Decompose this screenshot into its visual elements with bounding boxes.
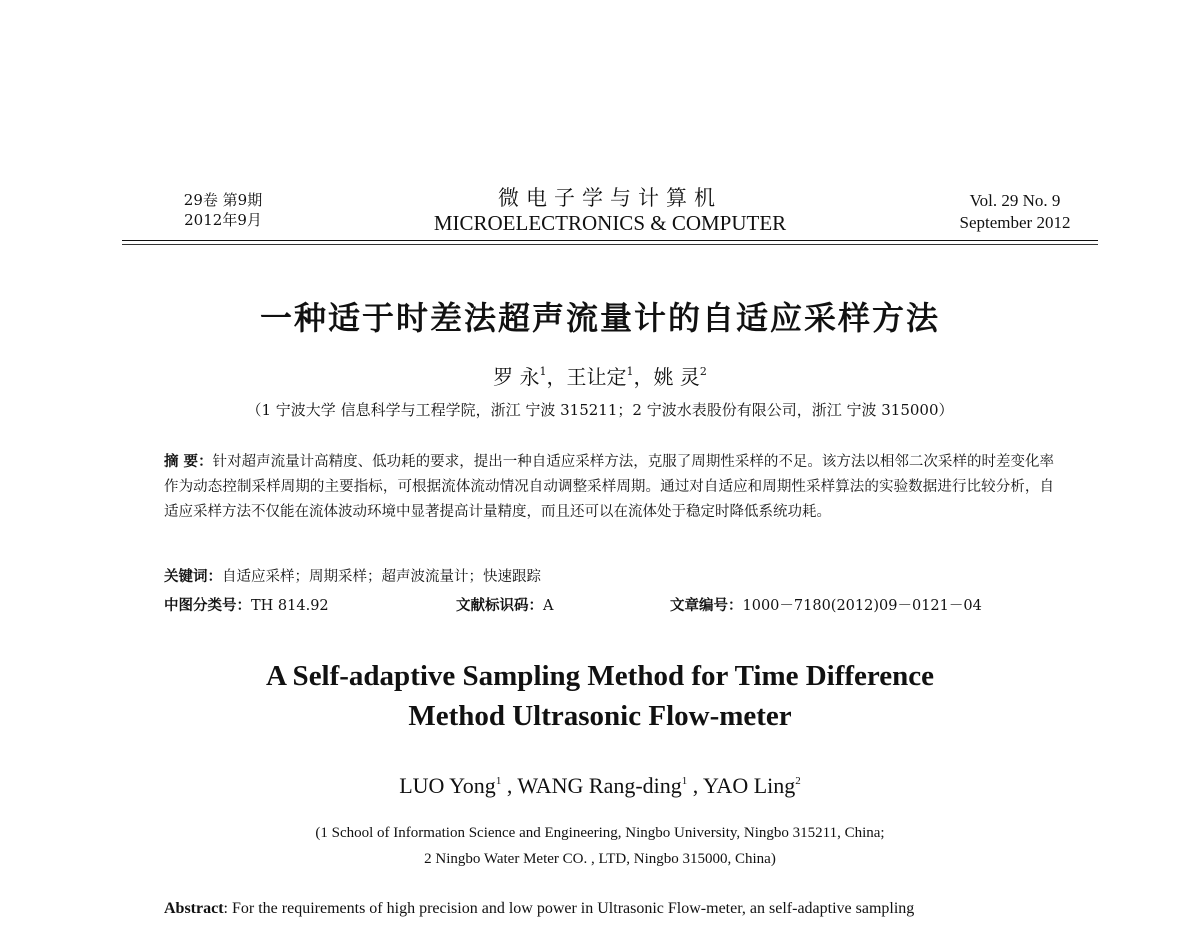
- keywords-cn: [164, 566, 1054, 588]
- paper-title-en: [100, 656, 1100, 736]
- affiliation-en-line1: (1 School of Information Science and Engineering, Ningbo University, Ningbo 315211, China;: [315, 825, 885, 841]
- header-rule-thin: [122, 244, 1098, 245]
- header-volume-issue-en-text: Vol. 29 No. 9: [969, 191, 1061, 210]
- affiliation-en-line2: 2 Ningbo Water Meter CO. , LTD, Ningbo 315000, China): [424, 851, 776, 867]
- classification-line: [164, 595, 1064, 619]
- keywords-text-cn: 自适应采样；周期采样；超声波流量计；快速跟踪: [222, 569, 541, 585]
- author-separator: ，: [546, 365, 567, 389]
- author-list-cn: [100, 364, 1100, 390]
- header-date-cn: 2012年9月: [184, 211, 262, 229]
- document-code-value: A: [543, 598, 554, 614]
- paper-title-en-line2: Method Ultrasonic Flow-meter: [408, 700, 792, 732]
- author-name: 罗 永: [493, 365, 540, 389]
- header-date-en: September 2012: [959, 213, 1071, 232]
- abstract-label-en: Abstract: [164, 900, 224, 917]
- journal-name-en: MICROELECTRONICS & COMPUTER: [433, 211, 787, 235]
- author-separator: ,: [501, 773, 518, 798]
- journal-name: [400, 186, 820, 236]
- header-rule-thick: [122, 240, 1098, 241]
- journal-name-cn: 微电子学与计算机: [498, 186, 722, 210]
- header-volume-issue-cn: [143, 190, 303, 230]
- author-affiliation-marker: 1: [681, 775, 688, 787]
- document-code: [456, 595, 553, 617]
- affiliation-en: [100, 820, 1100, 872]
- author-list-en: [100, 772, 1100, 800]
- paper-title-cn: 一种适于时差法超声流量计的自适应采样方法: [259, 299, 940, 337]
- author-affiliation-marker: 1: [626, 365, 634, 378]
- author-name: WANG Rang-ding: [517, 773, 682, 798]
- author-affiliation-marker: 2: [699, 365, 707, 378]
- document-code-label: 文献标识码：: [456, 598, 543, 614]
- paper-title-en-line1: A Self-adaptive Sampling Method for Time Difference: [265, 660, 935, 692]
- clc-value: TH 814.92: [251, 598, 329, 614]
- affiliation-cn: （1 宁波大学 信息科学与工程学院，浙江 宁波 315211；2 宁波水表股份有限公司，浙江 宁波 315000）: [246, 401, 954, 419]
- author-separator: ，: [633, 365, 654, 389]
- article-number-value: 1000－7180(2012)09－0121－04: [742, 598, 982, 614]
- clc-label: 中图分类号：: [164, 598, 251, 614]
- abstract-colon-en: :: [223, 900, 232, 917]
- keywords-label-cn: 关键词：: [164, 569, 222, 585]
- abstract-label-cn: 摘 要：: [164, 454, 213, 470]
- author-name: 姚 灵: [653, 365, 700, 389]
- author-name: LUO Yong: [399, 773, 496, 798]
- header-volume-issue-en: [930, 190, 1100, 234]
- article-number: [670, 595, 982, 617]
- abstract-en: [164, 898, 1064, 920]
- author-name: YAO Ling: [702, 773, 796, 798]
- abstract-cn: [164, 450, 1054, 525]
- clc-number: [164, 595, 329, 617]
- abstract-text-en: For the requirements of high precision and low power in Ultrasonic Flow-meter, an self-adaptive sampling: [232, 900, 915, 917]
- abstract-text-cn: 针对超声流量计高精度、低功耗的要求，提出一种自适应采样方法，克服了周期性采样的不足。该方法以相邻二次采样的时差变化率作为动态控制采样周期的主要指标，可根据流体流动情况自动调整采样周期。通过对自适应和周期性采样算法的实验数据进行比较分析，自适应采样方法不仅能在流体波动环境中显著提高计量精度，而且还可以在流体处于稳定时降低系统功耗。: [164, 454, 1054, 520]
- article-number-label: 文章编号：: [670, 598, 743, 614]
- author-affiliation-marker: 1: [495, 775, 502, 787]
- header-volume-issue-cn-text: 29卷 第9期: [183, 191, 263, 209]
- author-affiliation-marker: 2: [795, 775, 801, 787]
- author-affiliation-marker: 1: [539, 365, 547, 378]
- author-separator: ,: [687, 773, 703, 798]
- author-name: 王让定: [566, 365, 627, 389]
